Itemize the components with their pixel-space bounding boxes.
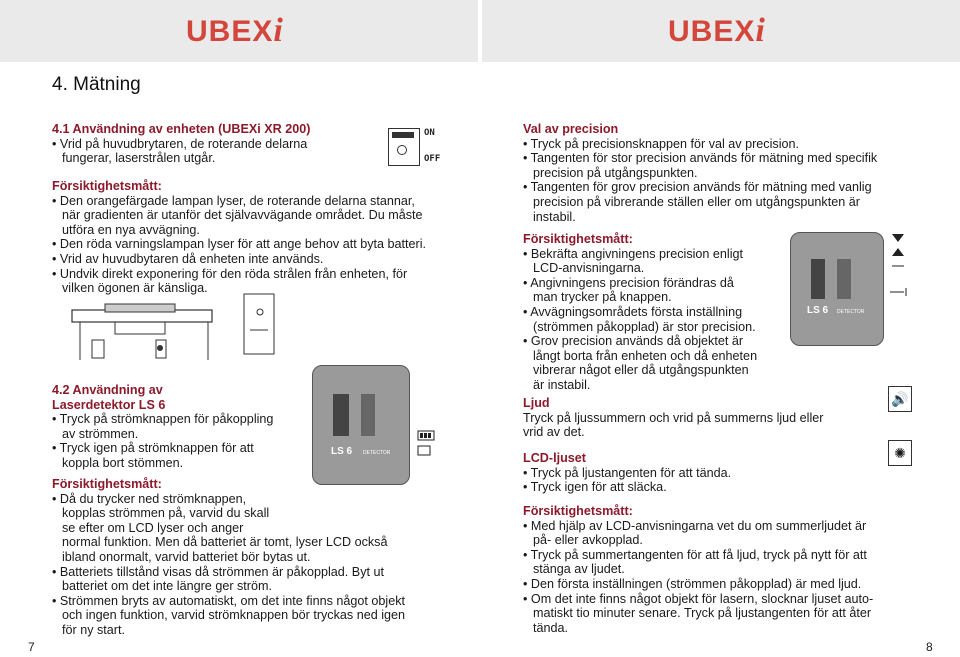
- text-line: och ingen funktion, varvid strömknappen bör tryckas ned igen: [62, 608, 406, 623]
- text-line: • Avvägningsområdets första inställning: [523, 304, 743, 319]
- text-line: kopplas strömmen på, varvid du skall: [62, 506, 270, 521]
- brand-suffix: i: [755, 12, 765, 49]
- detector-device: [312, 365, 410, 485]
- text-line: • Då du trycker ned strömknappen,: [52, 491, 247, 506]
- detector-window: [361, 394, 375, 436]
- caution-2: [52, 477, 462, 638]
- sound-section: [523, 396, 863, 440]
- brand-logo-left: [186, 12, 283, 52]
- text-line: batteriet om det inte längre ger ström.: [62, 579, 272, 594]
- detector-model: LS 6: [807, 305, 829, 316]
- text-line: utföra en nya avvägning.: [62, 222, 200, 237]
- brand-word: UBEX: [186, 15, 274, 48]
- text-line: stänga av ljudet.: [533, 562, 625, 577]
- text-line: • Tryck på ljustangenten för att tända.: [523, 465, 732, 480]
- text-line: koppla bort stömmen.: [62, 455, 184, 470]
- precision-section: [523, 122, 923, 224]
- detector-device-precision: [790, 232, 884, 346]
- power-switch-illustration: [388, 128, 420, 166]
- text-line: matiskt tio minuter senare. Tryck på ljustangenten för att åter: [533, 606, 872, 621]
- text-line: (strömmen påkopplad) är stor precision.: [533, 319, 756, 334]
- caution-1: [52, 179, 462, 296]
- detector-label: DETECTOR: [837, 309, 865, 315]
- text-line: vrid av det.: [523, 425, 585, 440]
- text-line: • Tryck igen för att släcka.: [523, 480, 667, 495]
- section-heading: 4.1 Användning av enheten (UBEXi XR 200): [52, 122, 311, 136]
- section-heading: LCD-ljuset: [523, 451, 586, 465]
- section-heading: 4.2 Användning av: [52, 383, 163, 397]
- text-line: man trycker på knappen.: [533, 290, 672, 305]
- text-line: • Tryck på strömknappen för påkoppling: [52, 412, 274, 427]
- text-line: av strömmen.: [62, 426, 139, 441]
- text-line: • Batteriets tillstånd visas då strömmen är påkopplad. Byt ut: [52, 564, 385, 579]
- light-icon: ✺: [888, 440, 912, 466]
- text-line: LCD-anvisningarna.: [533, 261, 645, 276]
- speaker-icon: 🔊: [888, 386, 912, 412]
- text-line: • Den röda varningslampan lyser för att ange behov att byta batteri.: [52, 237, 427, 252]
- caution-4: [523, 504, 933, 635]
- text-line: • Vrid av huvudbytaren då enheten inte används.: [52, 251, 324, 266]
- switch-panel: [392, 132, 414, 138]
- text-line: • Den första inställningen (strömmen påkopplad) är med ljud.: [523, 576, 862, 591]
- text-line: • Tryck på precisionsknappen för val av precision.: [523, 136, 800, 151]
- text-line: fungerar, laserstrålen utgår.: [62, 151, 216, 166]
- brand-suffix: i: [273, 12, 283, 49]
- page-title: 4. Mätning: [52, 74, 141, 95]
- text-line: • Tangenten för stor precision används för mätning med specifik: [523, 151, 878, 166]
- section-heading: Ljud: [523, 396, 550, 410]
- section-heading: Val av precision: [523, 122, 619, 136]
- detector-window: [837, 259, 851, 299]
- section-heading: Laserdetektor LS 6: [52, 397, 166, 412]
- text-line: precision på utgångspunkten.: [533, 165, 698, 180]
- text-line: är instabil.: [533, 377, 591, 392]
- text-line: • Bekräfta angivningens precision enligt: [523, 246, 744, 261]
- section-heading: Försiktighetsmått:: [523, 232, 633, 246]
- brand-logo-right: [668, 12, 765, 52]
- text-line: • Tryck på summertangenten för att få ljud, tryck på nytt för att: [523, 547, 867, 562]
- section-heading: Försiktighetsmått:: [52, 179, 162, 193]
- section-4-1: [52, 122, 382, 166]
- switch-on-label: ON: [424, 128, 435, 138]
- detector-model: LS 6: [331, 446, 353, 457]
- laser-unit-illustration: [60, 300, 230, 366]
- text-line: normal funktion. Men då batteriet är tomt, lyser LCD också: [62, 535, 388, 550]
- text-line: instabil.: [533, 209, 576, 224]
- laser-side-illustration: [240, 290, 280, 360]
- text-line: precision på vibrerande ställen eller om utgångspunkten är: [533, 194, 860, 209]
- text-line: • Tryck igen på strömknappen för att: [52, 441, 254, 456]
- text-line: • Vrid på huvudbrytaren, de roterande delarna: [52, 136, 308, 151]
- text-line: • Strömmen bryts av automatiskt, om det inte finns något objekt: [52, 593, 406, 608]
- lcd-section: [523, 451, 863, 495]
- text-line: • Tangenten för grov precision används för mätning med vanlig: [523, 180, 872, 195]
- text-line: • Angivningens precision förändras då: [523, 275, 734, 290]
- text-line: • Grov precision används då objektet är: [523, 334, 744, 349]
- section-heading: Försiktighetsmått:: [523, 504, 633, 518]
- text-line: tända.: [533, 620, 569, 635]
- caution-3: [523, 232, 793, 393]
- switch-knob: [397, 145, 407, 155]
- battery-icon: [417, 430, 437, 458]
- switch-off-label: OFF: [424, 154, 441, 164]
- text-line: • Om det inte finns något objekt för lasern, slocknar ljuset auto-: [523, 591, 874, 606]
- brand-word: UBEX: [668, 15, 756, 48]
- text-line: långt borta från enheten och då enheten: [533, 348, 758, 363]
- text-line: • Med hjälp av LCD-anvisningarna vet du om summerljudet är: [523, 518, 867, 533]
- text-line: vibrerar något eller då utgångspunkten: [533, 363, 749, 378]
- section-heading: Försiktighetsmått:: [52, 477, 162, 491]
- detector-screen: [811, 259, 825, 299]
- text-line: på- eller avkopplad.: [533, 533, 643, 548]
- section-4-2: [52, 383, 302, 471]
- precision-arrows-icon: [888, 232, 918, 302]
- text-line: se efter om LCD lyser och anger: [62, 520, 244, 535]
- page-number-right: 8: [926, 640, 933, 654]
- text-line: • Den orangefärgade lampan lyser, de roterande delarna stannar,: [52, 193, 415, 208]
- text-line: Tryck på ljussummern och vrid på summerns ljud eller: [523, 410, 824, 425]
- text-line: för ny start.: [62, 622, 125, 637]
- detector-label: DETECTOR: [363, 450, 391, 456]
- detector-screen: [333, 394, 349, 436]
- text-line: när gradienten är utanför det självavvägande området. Du måste: [62, 208, 423, 223]
- text-line: • Undvik direkt exponering för den röda strålen från enheten, för: [52, 266, 408, 281]
- text-line: ibland onormalt, varvid batteriet bör bytas ut.: [62, 549, 311, 564]
- text-line: vilken ögonen är känsliga.: [62, 281, 208, 296]
- page-number-left: 7: [28, 640, 35, 654]
